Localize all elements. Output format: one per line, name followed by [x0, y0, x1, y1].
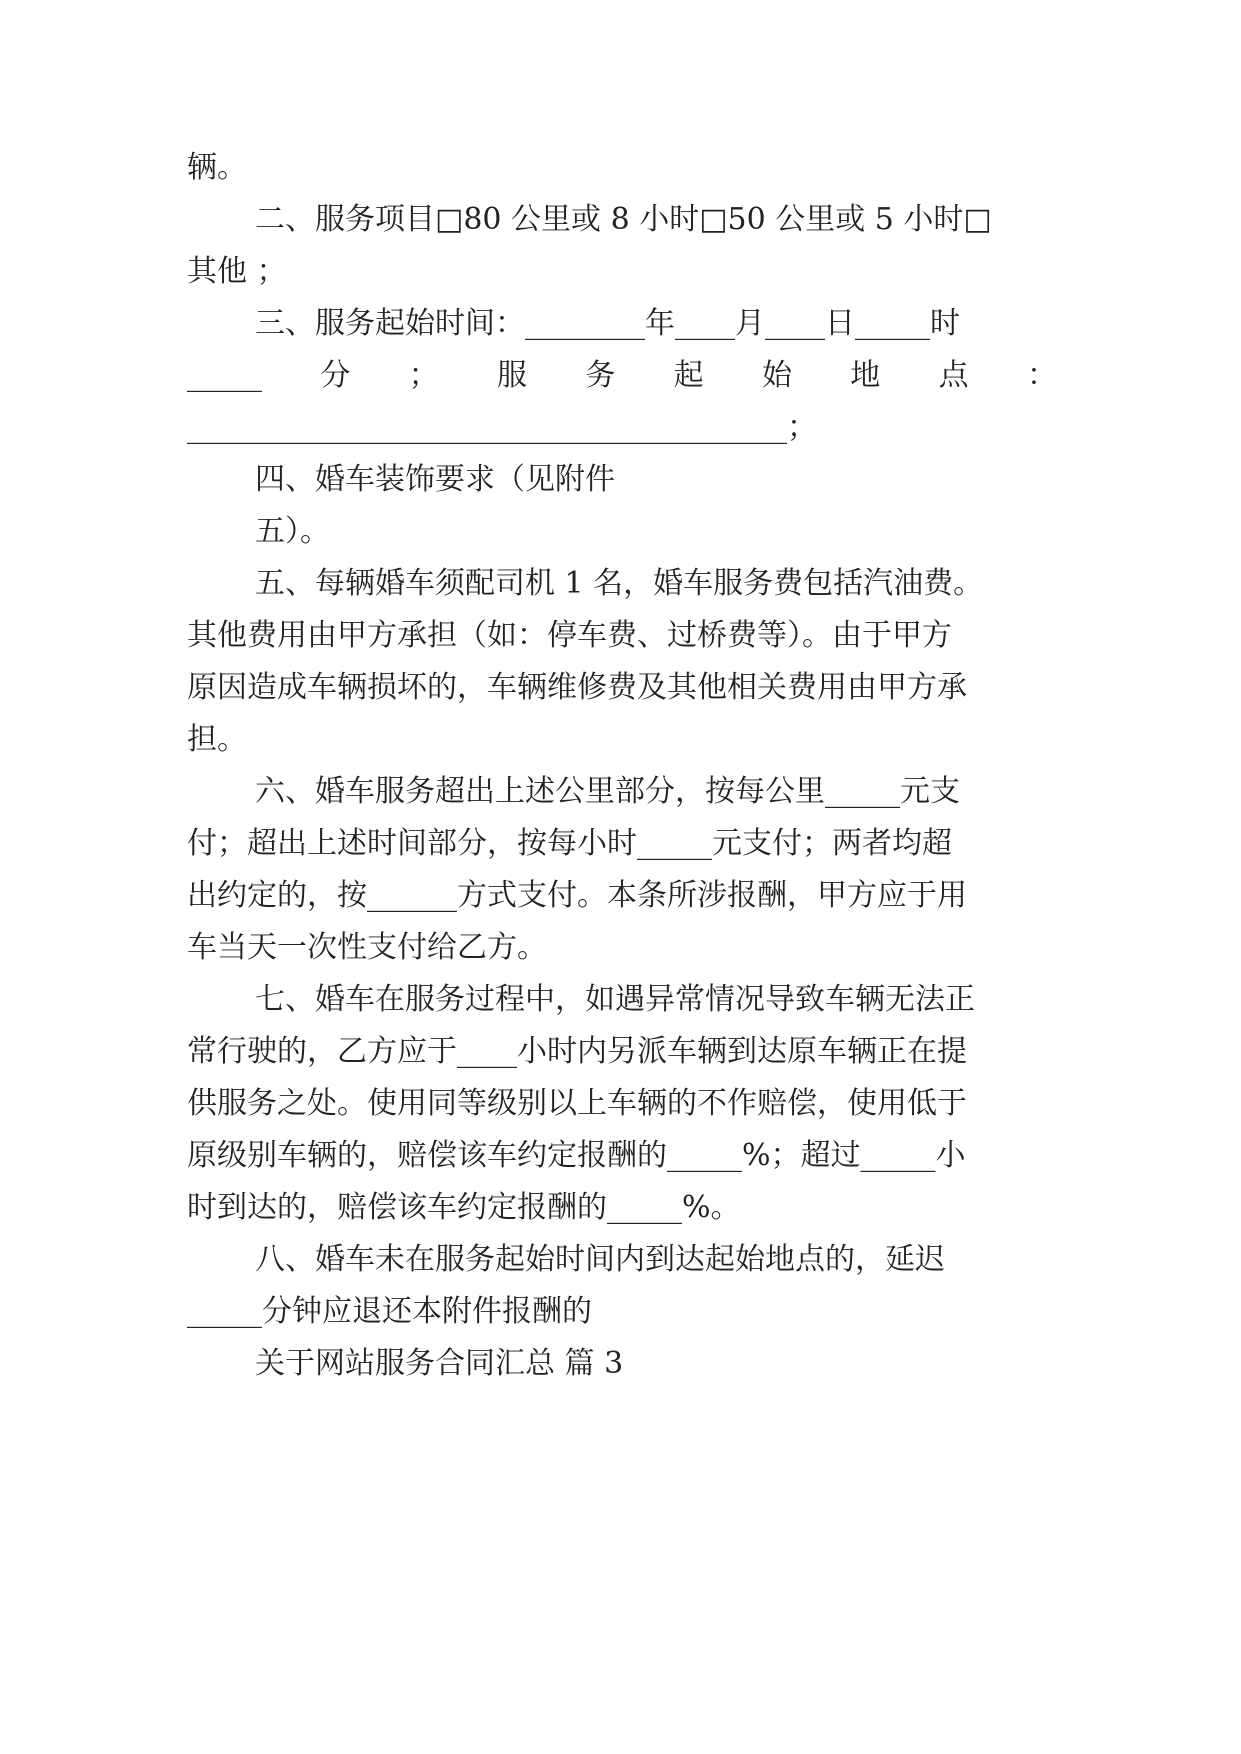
text-line: 供服务之处。使用同等级别以上车辆的不作赔偿，使用低于	[187, 1086, 967, 1121]
text-line: 出约定的，按______方式支付。本条所涉报酬，甲方应于用	[187, 878, 967, 913]
text-fragment: 点	[938, 358, 969, 393]
text-line: 五、每辆婚车须配司机 1 名，婚车服务费包括汽油费。	[255, 566, 984, 601]
text-line: _____分钟应退还本附件报酬的	[187, 1294, 592, 1329]
text-line: 原级别车辆的，赔偿该车约定报酬的_____%；超过_____小	[187, 1138, 966, 1173]
spread-text-line	[187, 356, 1057, 396]
text-line: 时到达的，赔偿该车约定报酬的_____%。	[187, 1190, 741, 1225]
text-fragment: 务	[585, 358, 616, 393]
text-line: 其他 ；	[187, 254, 287, 289]
text-line: 四、婚车装饰要求（见附件	[255, 462, 615, 497]
text-line: 三、服务起始时间：________年____月____日_____时	[255, 306, 960, 341]
text-line: 车当天一次性支付给乙方。	[187, 930, 547, 965]
text-line: 常行驶的，乙方应于____小时内另派车辆到达原车辆正在提	[187, 1034, 967, 1069]
text-line: 五）。	[255, 514, 330, 549]
text-fragment: ；	[408, 358, 439, 393]
text-fragment: 始	[761, 358, 792, 393]
text-line: 二、服务项目□80 公里或 8 小时□50 公里或 5 小时□	[255, 202, 992, 237]
text-line: 七、婚车在服务过程中，如遇异常情况导致车辆无法正	[255, 982, 975, 1017]
text-fragment: 服	[496, 358, 527, 393]
text-line: 付；超出上述时间部分，按每小时_____元支付；两者均超	[187, 826, 952, 861]
text-line: ________________________________________；	[187, 410, 817, 445]
text-fragment: 分	[320, 358, 351, 393]
text-line: 辆。	[187, 150, 247, 185]
text-line: 六、婚车服务超出上述公里部分，按每公里_____元支	[255, 774, 960, 809]
text-fragment: ：	[1026, 358, 1057, 393]
text-fragment: 起	[673, 358, 704, 393]
text-line: 其他费用由甲方承担（如：停车费、过桥费等）。由于甲方	[187, 618, 952, 653]
text-line: 担。	[187, 722, 247, 757]
text-line: 原因造成车辆损坏的，车辆维修费及其他相关费用由甲方承	[187, 670, 967, 705]
text-fragment: 地	[850, 358, 881, 393]
text-fragment: _____	[187, 358, 262, 393]
text-line: 八、婚车未在服务起始时间内到达起始地点的，延迟	[255, 1242, 945, 1277]
section-heading: 关于网站服务合同汇总 篇 3	[255, 1346, 624, 1381]
